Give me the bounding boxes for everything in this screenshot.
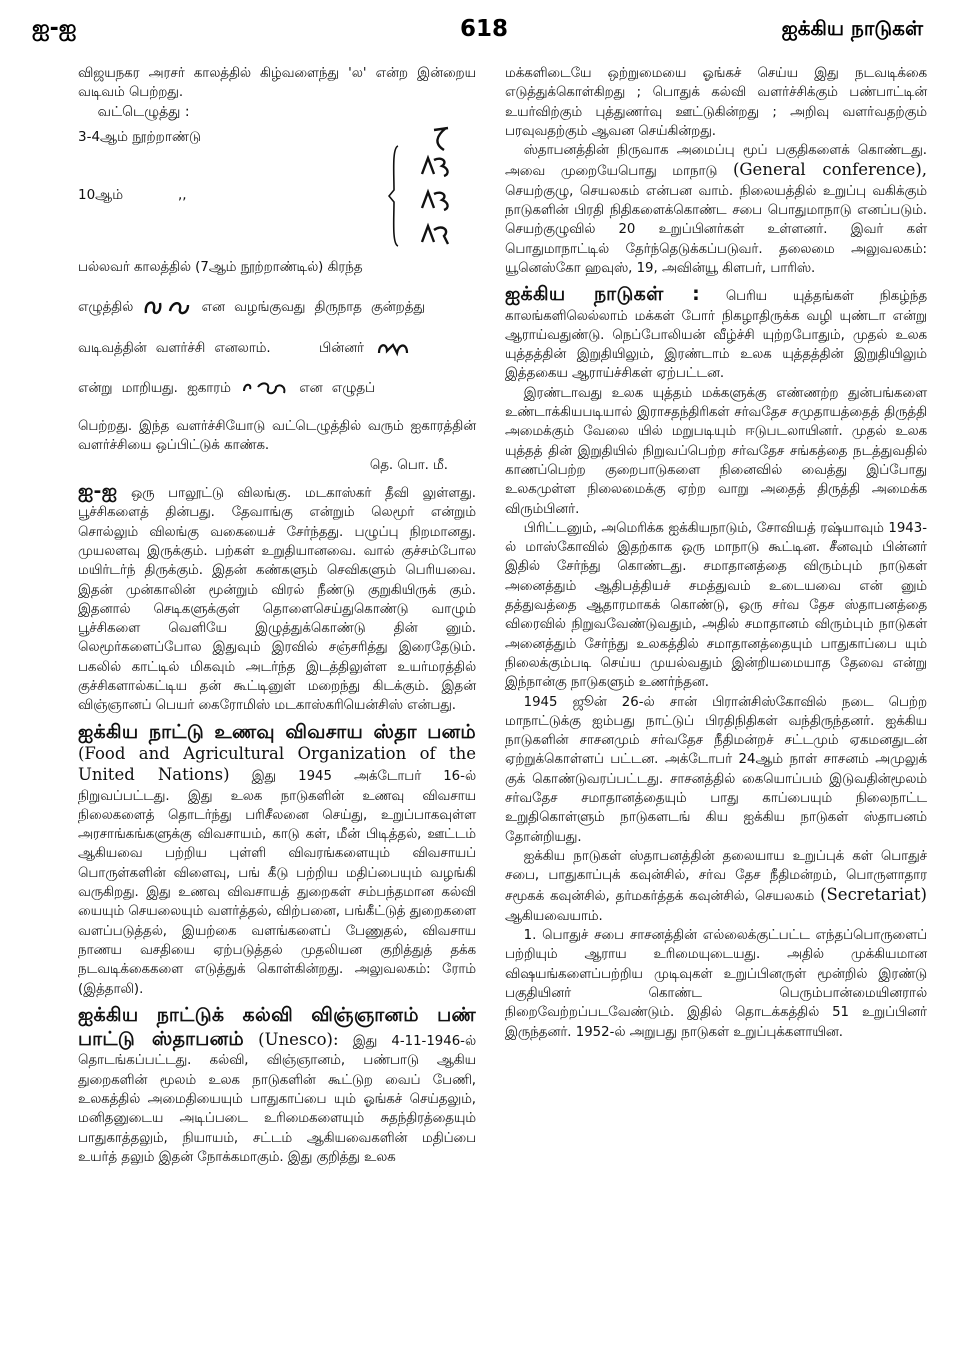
running-head-left: ஐ-ஐ (32, 16, 77, 41)
pallava-line-2 (78, 295, 476, 319)
pallava-line-2-end: என வழங்குவது திருநாத குன்றத்து (201, 300, 425, 316)
unesco-structure-start: ஸ்தாபனத்தின் நிருவாக அமைப்பு மூப் பகுதிகளைக் கொண்டது. அவை முறையேபொது மாநாடு (505, 143, 927, 180)
left-column (78, 64, 476, 1167)
vattu-glyph-2 (418, 152, 454, 180)
unesco-structure-end: செயற்குழு, செயலகம் என்பன வாம். நிலையத்தில் உறுப்பு வகிக்கும் நாடுகளின் பிரதி நிதிகளைக்கொண்ட சபை பொதுமாநாடு எனப்படும். செயற்குழுவில் 20 உறுப்பினர்கள் உள்ளனர். இவர் கள் பொதுமாநாட்டில் தேர்ந்தெடுக்கப்படுவர். தலைமை அலுவலகம்: யூனெஸ்கோ ஹவுஸ், 19, அவின்யூ கிளபர், பாரிஸ். (505, 183, 927, 276)
pallava-line-3-mid: பின்னர் (319, 341, 364, 357)
un-paragraph-1: பெரிய யுத்தங்கள் நிகழ்ந்த காலங்களிலெல்லாம் மக்கள் போர் நிகழாதிருக்க வழி யுண்டா என்று ஆராய்வதுண்டு. நெப்போலியன் வீழ்ச்சி யுற்றபோதும், முதல் உலக யுத்தத்தின் இறுதியிலும், இரண்டாம் உலக யுத்தத்தின் இறுதியிலும் இத்தகைய ஆராய்ச்சிகள் ஏற்பட்டன. (505, 289, 927, 382)
running-head-right: ஐக்கிய நாடுகள் (781, 16, 923, 40)
pallava-line-3 (78, 337, 476, 359)
pallava-line-1: பல்லவர் காலத்தில் (7ஆம் நூற்றாண்டில்) கிரந்த (78, 259, 363, 275)
pallava-line-5: பெற்றது. இந்த வளர்ச்சியோடு வட்டெழுத்தில் வரும் ஐகாரத்தின் வளர்ச்சியை ஒப்பிட்டுக் காண்க. (78, 419, 476, 454)
right-column (505, 64, 927, 1042)
unesco-continued: மக்களிடையே ஒற்றுமையை ஓங்கச் செய்ய இது நடவடிக்கை எடுத்துக்கொள்கிறது ; பொதுக் கல்வி வளர்ச்சிக்கும் பண்பாட்டின் உயர்விற்கும் புத்துணர்வு ஊட்டுகின்றது ; அறிவு வளர்வதற்கும் பரவுவதற்கும் ஆவன செய்கின்றது. (505, 66, 927, 139)
un-organs-end: ஆகியவையாம். (505, 908, 603, 924)
un-paragraph-5 (505, 847, 927, 926)
pallava-line-3-start: வடிவத்தின் வளர்ச்சி எனலாம். (78, 341, 271, 357)
un-organs-text: ஐக்கிய நாடுகள் ஸ்தாபனத்தின் தலையாய உறுப்புக் கள் பொதுச் சபை, பாதுகாப்புக் கவுன்சில், சர்வ தேச நீதிமன்றம், பொருளாதார சமூகக் கவுன்சில், தர்மகர்த்தக் கவுன்சில், செயலகம் (505, 848, 927, 905)
vattu-glyph-4 (418, 220, 454, 248)
fao-entry (78, 720, 476, 999)
un-paragraph-6: 1. பொதுச் சபை சாசனத்தின் எல்லைக்குட்பட்ட எந்தப்பொருளைப் பற்றியும் ஆராய உரிமையுடையது. அதில் முக்கியமான விஷயங்களைப்பற்றிய முடிவுகள் உறுப்பினருள் மூன்றில் இரண்டு பகுதியினர் கொண்ட பெரும்பான்மையினரால் நிறைவேற்றப்படவேண்டும். இதில் தொடக்கத்தில் 51 உறுப்பினர் இருந்தனர். 1952-ல் அறுபது நாடுகள் உறுப்புக்களாயின. (505, 928, 927, 1040)
grantha-glyph (142, 295, 192, 319)
unesco-body: இது 4-11-1946-ல் தொடங்கப்பட்டது. கல்வி, விஞ்ஞானம், பண்பாடு ஆகிய துறைகளின் மூலம் உலக நாடுகளின் கூட்டுற வைப் பேணி, உலகத்தில் அமைதியையும் பாதுகாப்பை யும் ஓங்கச் செய்தலும், மனிதனுடைய அடிப்படை உரிமைகளையும் சுதந்திரத்தையும் பாதுகாத்தலும், நியாயம், சட்டம் ஆகியவைகளின் மதிப்பை உயர்த் தலும் இதன் நோக்கமாகும். இது குறித்து உலக (78, 1034, 477, 1165)
fao-body: இது 1945 அக்டோபர் 16-ல் நிறுவப்பட்டது. இது உலக நாடுகளின் உணவு விவசாய நிலைகளைத் தொடர்ந்து பரிசீலனை செய்து, உறுப்பாகவுள்ள அரசாங்கங்களுக்கு விவசாயம், காடு கள், மீன் பிடித்தல், ஊட்டம் ஆகியவை பற்றிய புள்ளி விவரங்களையும் விவசாயப் பொருள்களின் விளைவு, பங் கீடு பற்றிய மதிப்பையும் வழங்கி வருகிறது. இது உணவு விவசாயத் துறைகள் சம்பந்தமான கல்வி யையும் செயலையும் வளர்த்தல், விற்பனை, பங்கீட்டுத் துறைகளை வளப்படுத்தல், இயற்கை வளங்களைப் பேணுதல், விவசாய நாணய வசதியை ஏற்படுத்தல் முதலியன குறித்துத் தக்க நடவடிக்கைகளை எடுத்துக் கொள்கின்றது. அலுவலகம்: ரோம் (இத்தாலி). (78, 769, 476, 997)
vattu-brace (388, 144, 400, 248)
fao-english-name: (Food and Agricultural Organization of the United Nations) (78, 743, 476, 785)
pallava-line-2-start: எழுத்தில் (78, 300, 134, 316)
unesco-entry (78, 1003, 476, 1167)
ai-entry-body: ஒரு பாலூட்டு விலங்கு. மடகாஸ்கர் தீவி லுள்ளது. பூச்சிகளைத் தின்பது. தேவாங்கு என்றும் லெமூர் என்றும் சொல்லும் விலங்கு வகையைச் சேர்ந்தது. பழுப்பு நிறமானது. முயலளவு இருக்கும். பற்கள் உறுதியானவை. வால் குச்சம்போல மயிர்டர்ந் திருக்கும். இதன் கண்களும் செவிகளும் பெரியவை. இதன் முன்காலின் மூன்றும் விரல் நீண்டு குறுகியிருக் கும். இதனால் செடிகளுக்குள் தொளைசெய்துகொண்டு வாழும் பூச்சிகளை வெளியே இழுத்துக்கொண்டு தின் னும். லெமூர்களைப்போல இதுவும் இரவில் சஞ்சரித்து இரைதேடும். பகலில் காட்டில் மிகவும் அடர்ந்த இடத்திலுள்ள உயர்மரத்தில் குச்சிகளால்கட்டிய தன் கூட்டினுள் மறைந்து கிடக்கும். இதன் விஞ்ஞானப் பெயர் கைரோமிஸ் மடகாஸ்கரியென்சிஸ் என்பது. (78, 486, 476, 714)
intro-paragraph: விஜயநகர அரசர் காலத்தில் கிழ்வளைந்து 'ல' என்ற இன்றைய வடிவம் பெற்றது. (78, 66, 476, 101)
vattu-title: வட்டெழுத்து : (97, 103, 190, 120)
un-heading: ஐக்கிய நாடுகள் : (505, 283, 700, 306)
vattu-row-label-2: 10ஆம் (78, 186, 124, 203)
signature-1: தெ. பொ. மீ. (369, 457, 448, 473)
vattu-ditto-mark: ,, (178, 186, 187, 203)
ai-entry-heading: ஐ-ஐ (78, 480, 118, 503)
unesco-english-name: (Unesco): (258, 1030, 339, 1050)
pallava-line-4 (78, 377, 476, 399)
fao-heading: ஐக்கிய நாட்டு உணவு விவசாய ஸ்தா பனம் (78, 720, 476, 743)
vattu-glyph-table (78, 122, 476, 252)
pallava-line-4-start: என்று மாறியது. ஐகாரம் (78, 381, 231, 397)
un-paragraph-4: 1945 ஜூன் 26-ல் சான் பிரான்சிஸ்கோவில் நடை பெற்ற மாநாட்டுக்கு ஐம்பது நாட்டுப் பிரதிநிதிகள் வந்திருந்தனர். ஐக்கிய நாடுகளின் சாசனமும் சர்வதேச நீதிமன்றச் சட்டமும் ஏகமனதுடன் ஏற்றுக்கொள்ளப் பட்டன. அக்டோபர் 24ஆம் நாள் சாசனம் அமுலுக் குக் கொண்டுவரப்பட்டது. சாசனத்தில் கையொப்பம் இடுவதின்மூலம் சர்வதேச சமாதானத்தையும் பாது காப்பையும் நிலைநாட்ட உறுதிகொள்ளும் நாடுகளடங் கிய ஐக்கிய நாடுகள் ஸ்தாபனம் தோன்றியது. (505, 694, 927, 845)
general-conference-english: (General conference), (732, 160, 927, 180)
pallava-line-4-end: என எழுதப் (299, 381, 375, 397)
unesco-structure (505, 141, 927, 278)
un-paragraph-3: பிரிட்டனும், அமெரிக்க ஐக்கியநாடும், சோவியத் ரஷ்யாவும் 1943-ல் மாஸ்கோவில் இதற்காக ஒரு மாநாடு கூட்டின. சீனவும் பின்னர் இதில் சேர்ந்து கொண்டது. சமாதானத்தை விரும்பும் நாடுகள் அனைத்தும் ஆதிபத்தியச் சமத்துவம் உடையவை என் னும் தத்துவத்தை ஆதாரமாகக் கொண்டு, ஒரு சர்வ தேச ஸ்தாபனத்தை விரைவில் நிறுவவேண்டுவதும், அதில் சமாதானம் விரும்பும் நாடுகள் அனைத்தும் சேர்ந்து உலகத்தில் சமாதானத்தையும் பாதுகாப்பை யும் நிலைக்கும்படி செய்ய முயல்வதும் இன்றியமையாத தேவை என்று இந்நான்கு நாடுகளும் உணர்ந்தன. (505, 520, 927, 691)
aikaram-glyph (240, 377, 290, 399)
unesco-heading: ஐக்கிய நாட்டுக் கல்வி விஞ்ஞானம் பண் பாட்டு ஸ்தாபனம் (78, 1003, 476, 1051)
vattu-glyph-1 (428, 124, 454, 154)
vattu-glyph-3 (418, 186, 454, 214)
secretariat-english: (Secretariat) (820, 885, 927, 905)
later-glyph (373, 337, 413, 359)
vattu-row-label-1: 3-4ஆம் நூற்றாண்டு (78, 128, 202, 145)
page-number: 618 (460, 16, 509, 42)
un-paragraph-2: இரண்டாவது உலக யுத்தம் மக்களுக்கு எண்ணற்ற துன்பங்களை உண்டாக்கியபடியால் இராசதந்திரிகள் சர்வதேச சமுதாயத்தைத் திருத்தி அமைக்கும் வேலை யில் மறுபடியும் ஈடுபடலாயினர். முதல் உலக யுத்தத் தின் இறுதியில் நிறுவப்பெற்ற சர்வதேச சங்கத்தை நடத்துவதில் காணப்பெற்ற குறைபாடுகளை நினைவில் வைத்து இப்போது உலகமுள்ள நிலைமைக்கு ஏற்ற வாறு அதைத் திருத்தி அமைக்க விரும்பினர். (505, 385, 927, 517)
un-entry (505, 282, 927, 383)
ai-entry (78, 479, 476, 716)
